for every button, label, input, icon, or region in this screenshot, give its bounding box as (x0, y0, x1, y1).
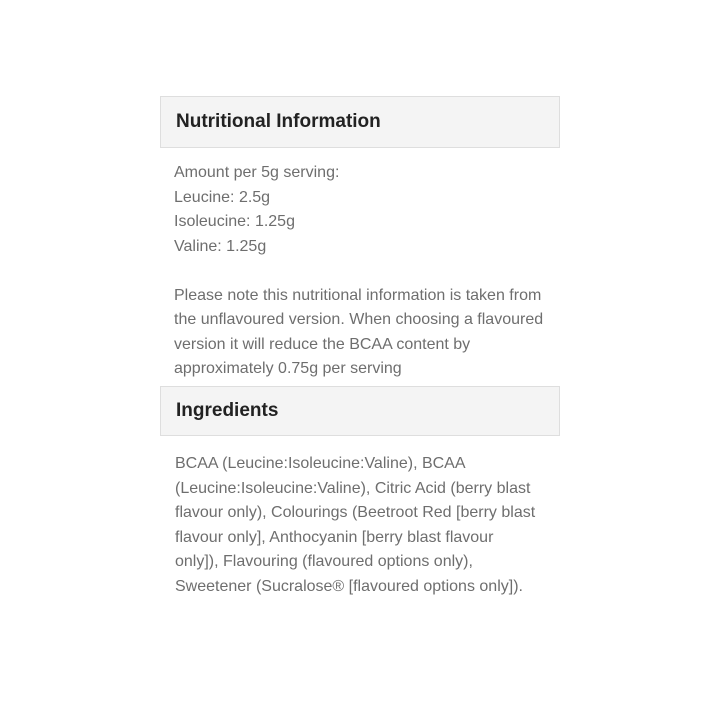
nutritional-information-section (160, 96, 560, 382)
serving-size-text: Amount per 5g serving: (174, 164, 340, 181)
nutrient-isoleucine: Isoleucine: 1.25g (174, 213, 295, 230)
ingredients-section (160, 386, 560, 599)
nutrient-leucine: Leucine: 2.5g (174, 188, 271, 206)
nutritional-information-heading: Nutritional Information (160, 96, 560, 148)
paragraph-spacer (174, 259, 554, 284)
ingredients-list-text: BCAA (Leucine:Isoleucine:Valine), BCAA (Leucine:Isoleucine:Valine), Citric Acid (berry blast flavour only), Colourings (Beetroot Red [berry blast flavour only], Anthocyanin [berry blast flavour only]), Flavouring (flavoured options only), Sweetener (Sucralose® [flavoured options only]). (175, 455, 536, 595)
nutrient-valine: Valine: 1.25g (174, 237, 267, 255)
nutritional-information-body (160, 148, 554, 382)
nutrition-note: Please note this nutritional information is taken from the unflavoured version. When choosing a flavoured version it will reduce the BCAA content by approximately 0.75g per serving (174, 286, 544, 377)
ingredients-heading: Ingredients (160, 386, 560, 436)
